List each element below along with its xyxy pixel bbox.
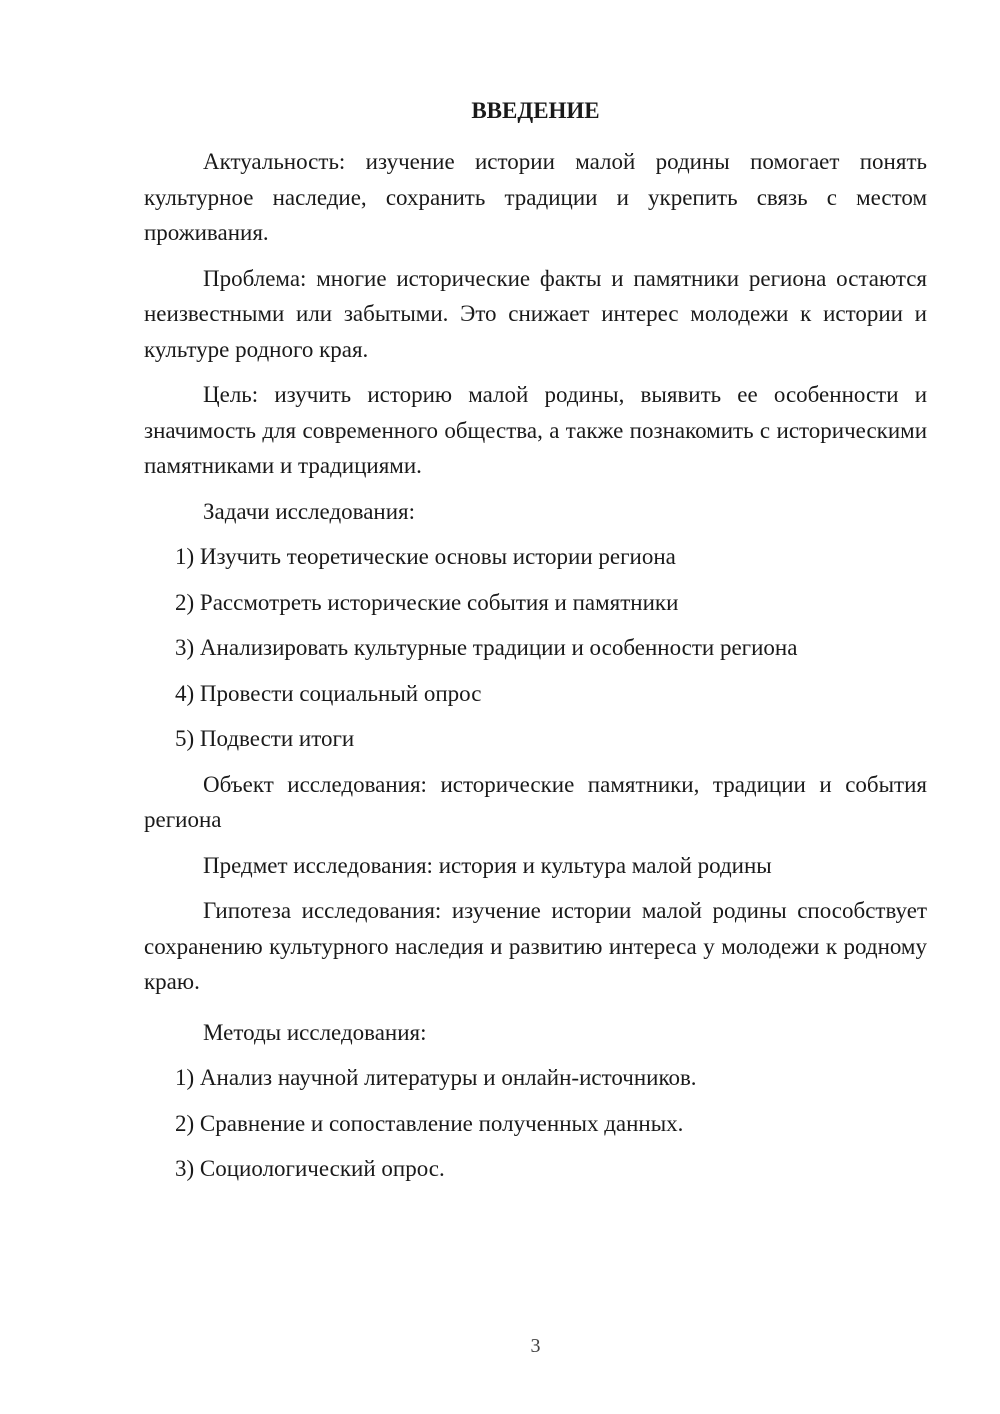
goal-paragraph: Цель: изучить историю малой родины, выявить ее особенности и значимость для современного общества, а также познакомить с историческими памятниками и традициями. [144, 382, 927, 478]
problem-paragraph: Проблема: многие исторические факты и памятники региона остаются неизвестными или забытыми. Это снижает интерес молодежи к истории и культуре родного края. [144, 265, 927, 362]
list-item: 2) Сравнение и сопоставление полученных данных. [175, 1110, 684, 1136]
list-item: 2) Рассмотреть исторические события и памятники [175, 589, 679, 615]
tasks-list [144, 539, 927, 757]
list-item: 4) Провести социальный опрос [175, 680, 482, 706]
object-paragraph: Объект исследования: исторические памятники, традиции и события региона [144, 771, 927, 832]
tasks-heading: Задачи исследования: [203, 498, 416, 524]
list-item: 3) Анализировать культурные традиции и особенности региона [175, 635, 798, 660]
subject-paragraph: Предмет исследования: история и культура малой родины [203, 852, 772, 878]
methods-heading: Методы исследования: [203, 1019, 427, 1045]
list-item: 1) Изучить теоретические основы истории региона [175, 544, 676, 569]
methods-list [144, 1060, 927, 1187]
list-item: 5) Подвести итоги [175, 726, 355, 751]
relevance-paragraph: Актуальность: изучение истории малой родины помогает понять культурное наследие, сохранить традиции и укрепить связь с местом проживания. [144, 149, 927, 245]
page-title: ВВЕДЕНИЕ [471, 98, 600, 123]
list-item: 1) Анализ научной литературы и онлайн-источников. [175, 1065, 697, 1090]
hypothesis-paragraph: Гипотеза исследования: изучение истории малой родины способствует сохранению культурного наследия и развитию интереса у молодежи к родному краю. [144, 898, 927, 994]
document-page [144, 0, 927, 1414]
document-body [144, 144, 927, 1197]
page-number: 3 [530, 1335, 541, 1357]
list-item: 3) Социологический опрос. [175, 1156, 445, 1181]
